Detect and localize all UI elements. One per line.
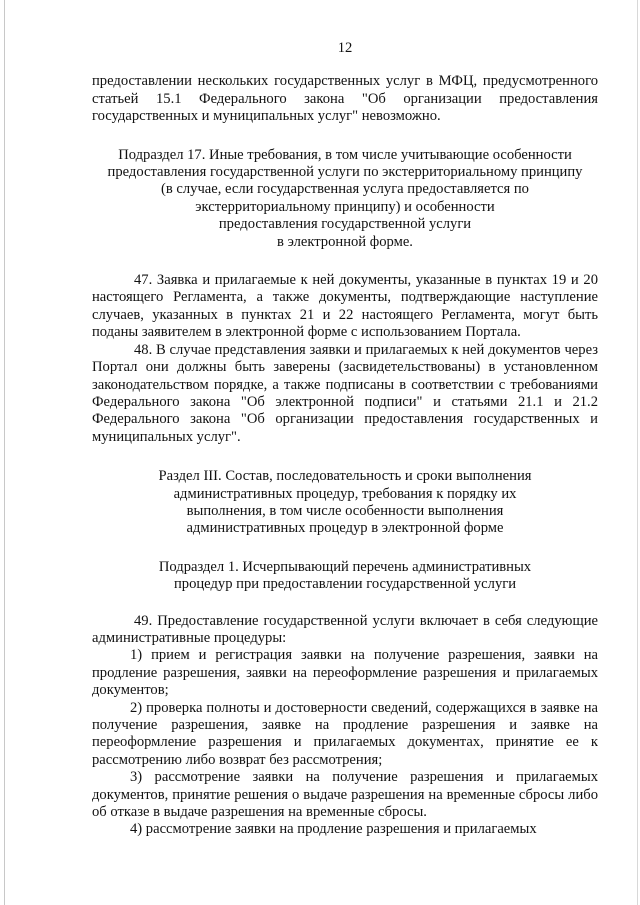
- procedure-item-4: 4) рассмотрение заявки на продление разрешения и прилагаемых: [130, 821, 537, 838]
- heading-line: процедур при предоставлении государственной услуги: [173, 576, 517, 593]
- page-number: 12: [337, 40, 353, 56]
- heading-line: (в случае, если государственная услуга предоставляется по: [161, 181, 529, 198]
- paragraph-48: 48. В случае представления заявки и прилагаемых к ней документов через Портал они должны быть заверены (засвидетельствованы) в установленном законодательством порядке, а также подписаны в соответствии с требованиями Федерального закона "Об электронной подписи" и статьями 21.1 и 21.2 Федерального закона "Об организации предоставления государственных и муниципальных услуг".: [92, 341, 598, 445]
- heading-line: экстерриториальному принципу) и особенности: [195, 198, 495, 215]
- heading-line: Подраздел 17. Иные требования, в том числе учитывающие особенности: [118, 146, 572, 163]
- heading-line: Раздел III. Состав, последовательность и сроки выполнения: [158, 468, 532, 485]
- page-edge-left: [4, 0, 5, 905]
- page-edge-right: [637, 0, 638, 905]
- heading-line: Подраздел 1. Исчерпывающий перечень административных: [158, 558, 532, 575]
- paragraph-49: 49. Предоставление государственной услуги включает в себя следующие административные процедуры:: [92, 612, 598, 646]
- heading-line: предоставления государственной услуги по экстерриториальному принципу: [107, 164, 583, 181]
- procedure-item-2: 2) проверка полноты и достоверности сведений, содержащихся в заявке на получение разрешения, заявке на продление разрешения и заявке на переоформление разрешения и прилагаемых документах, принятие ее к рассмотрению либо возврат без рассмотрения;: [92, 699, 598, 768]
- document-page: [92, 40, 598, 839]
- procedure-item-1: 1) прием и регистрация заявки на получение разрешения, заявки на продление разрешения, заявки на переоформление разрешения и прилагаемых документов;: [92, 647, 598, 699]
- heading-line: в электронной форме.: [277, 233, 413, 250]
- paragraph-47: 47. Заявка и прилагаемые к ней документы, указанные в пунктах 19 и 20 настоящего Регламента, а также документы, подтверждающие наступление случаев, указанных в пунктах 21 и 22 настоящего Регламента, могут быть поданы заявителем в электронной форме с использованием Портала.: [92, 272, 598, 341]
- continuation-paragraph: предоставлении нескольких государственных услуг в МФЦ, предусмотренного статьей 15.1 Федерального закона "Об организации предоставления государственных и муниципальных услуг" невозможно.: [92, 73, 598, 125]
- subsection-17-heading: [92, 147, 598, 251]
- section-3-heading: [92, 468, 598, 538]
- heading-line: административных процедур, требования к порядку их: [173, 485, 517, 502]
- heading-line: предоставления государственной услуги: [218, 216, 472, 233]
- heading-line: административных процедур в электронной форме: [186, 520, 504, 537]
- subsection-1-heading: [92, 559, 598, 594]
- heading-line: выполнения, в том числе особенности выполнения: [186, 502, 504, 519]
- procedure-item-3: 3) рассмотрение заявки на получение разрешения и прилагаемых документов, принятие решения о выдаче разрешения на временные сбросы либо об отказе в выдаче разрешения на временные сбросы.: [92, 769, 598, 821]
